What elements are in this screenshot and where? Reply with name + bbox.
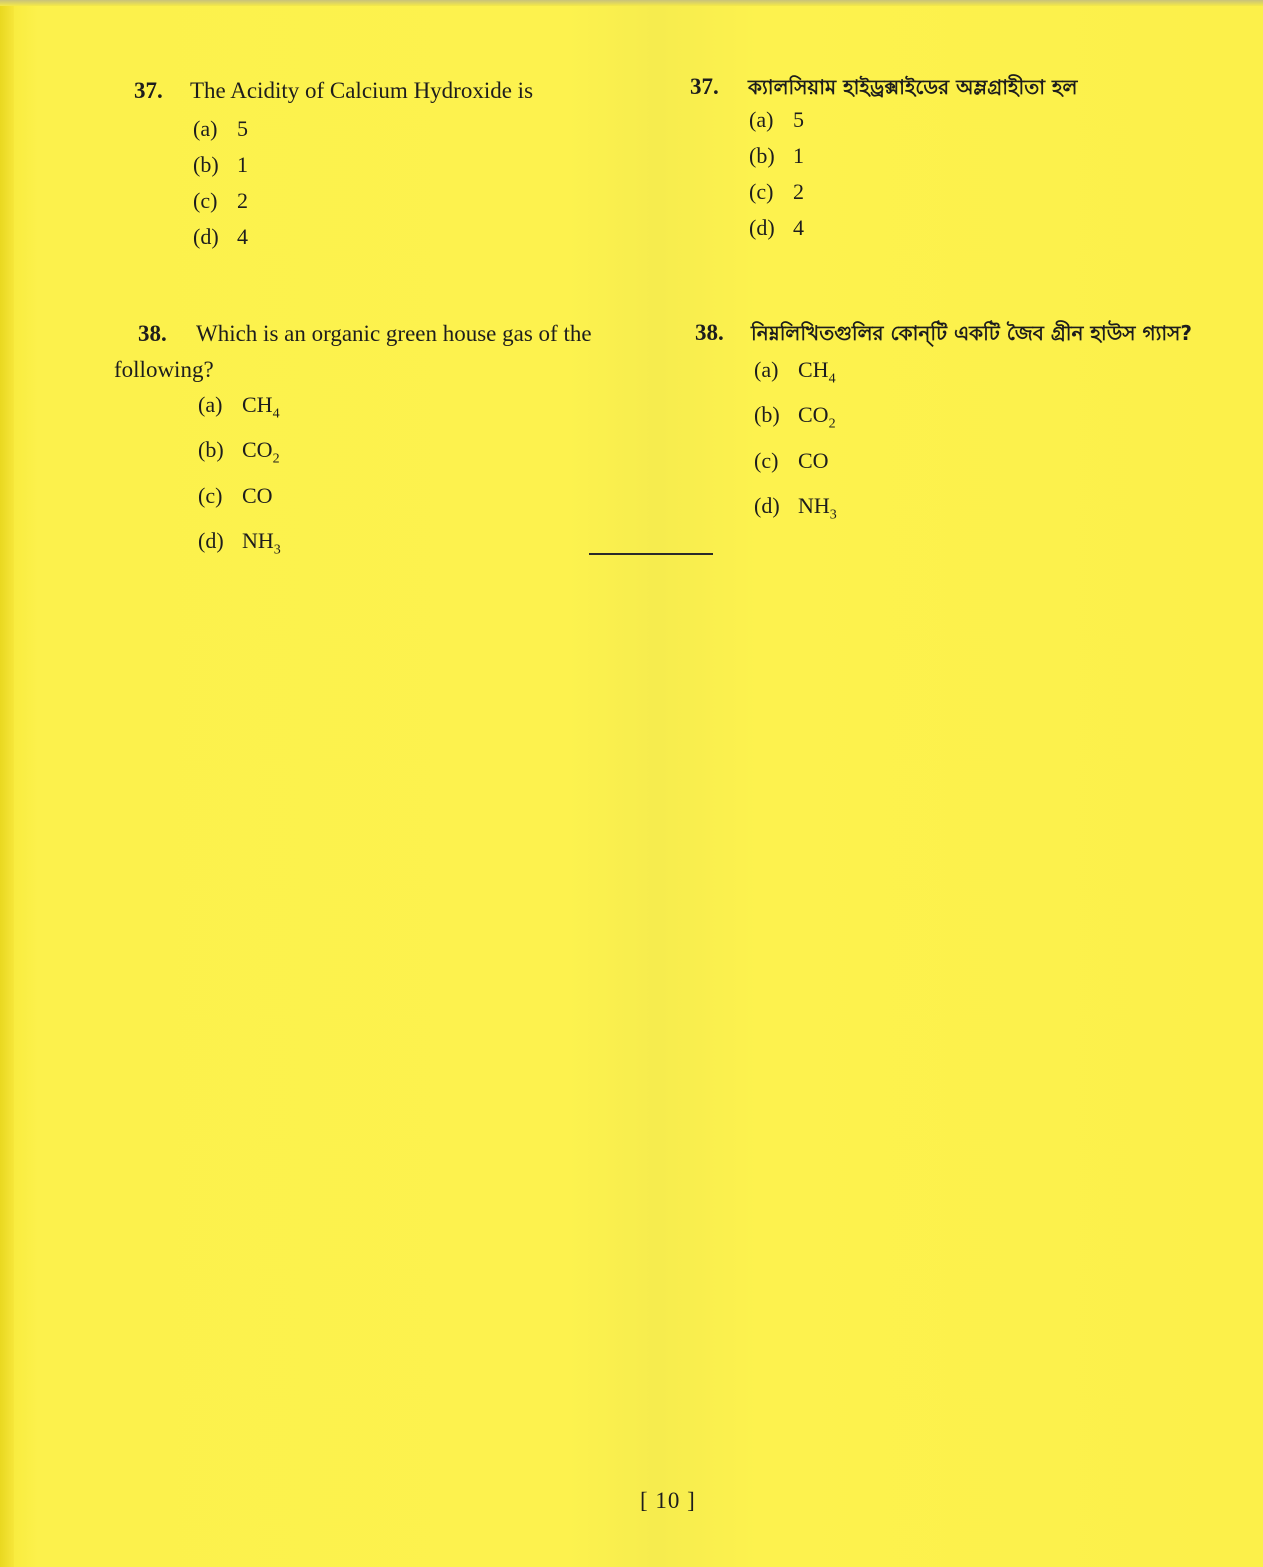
en-q37-option-c: (c) 2: [193, 188, 248, 213]
page-left-edge: [0, 0, 14, 1567]
en-q38-option-a: (a) $CH_4$: [198, 392, 280, 422]
en-q37-text: The Acidity of Calcium Hydroxide is: [190, 78, 534, 103]
en-q38-number: 38.: [138, 321, 167, 346]
en-q38-text-line2-wrap: [114, 353, 214, 387]
page-number: [ 10 ]: [640, 1488, 696, 1513]
en-q38-option-d: (d) $NH_3$: [198, 528, 281, 558]
bn-q37-option-a: (a) 5: [749, 107, 804, 132]
en-q38-option-b: (b) $CO_2$: [198, 437, 280, 467]
en-q37-option-b: (b) 1: [193, 152, 248, 177]
bn-q37-option-b: (b) 1: [749, 143, 804, 168]
bn-q38-option-b: (b) $CO_2$: [754, 402, 836, 432]
en-question-38: [138, 317, 592, 351]
page-top-edge: [0, 0, 1263, 6]
en-question-37: [134, 74, 533, 108]
bn-q38-option-a: (a) $CH_4$: [754, 357, 836, 387]
en-q38-options: [198, 387, 281, 569]
bn-q38-option-c: (c) CO: [754, 447, 829, 473]
bn-question-38: [695, 316, 1192, 350]
bn-q38-number: 38.: [695, 320, 724, 345]
en-q38-text-line2: following?: [114, 357, 214, 382]
bn-q37-option-d: (d) 4: [749, 215, 804, 240]
bn-q38-option-d: (d) $NH_3$: [754, 493, 837, 523]
bn-q37-option-c: (c) 2: [749, 179, 804, 204]
bn-q38-options: [754, 352, 837, 534]
bn-q37-number: 37.: [690, 74, 719, 99]
bn-q38-text: নিম্নলিখিতগুলির কোন্‌টি একটি জৈব গ্রীন হাউস গ্যাস?: [751, 321, 1193, 345]
en-q37-options: [193, 111, 248, 255]
en-q37-option-d: (d) 4: [193, 224, 248, 249]
bn-q37-options: [749, 102, 804, 246]
section-end-rule: [589, 553, 713, 555]
en-q38-option-c: (c) CO: [198, 482, 273, 508]
en-q38-text-line1: Which is an organic green house gas of the: [196, 321, 592, 346]
bn-question-37: [690, 70, 1077, 104]
en-q37-option-a: (a) 5: [193, 116, 248, 141]
en-q37-number: 37.: [134, 78, 163, 103]
bn-q37-text: ক্যালসিয়াম হাইড্রক্সাইডের অম্লগ্রাহীতা হল: [748, 75, 1078, 99]
